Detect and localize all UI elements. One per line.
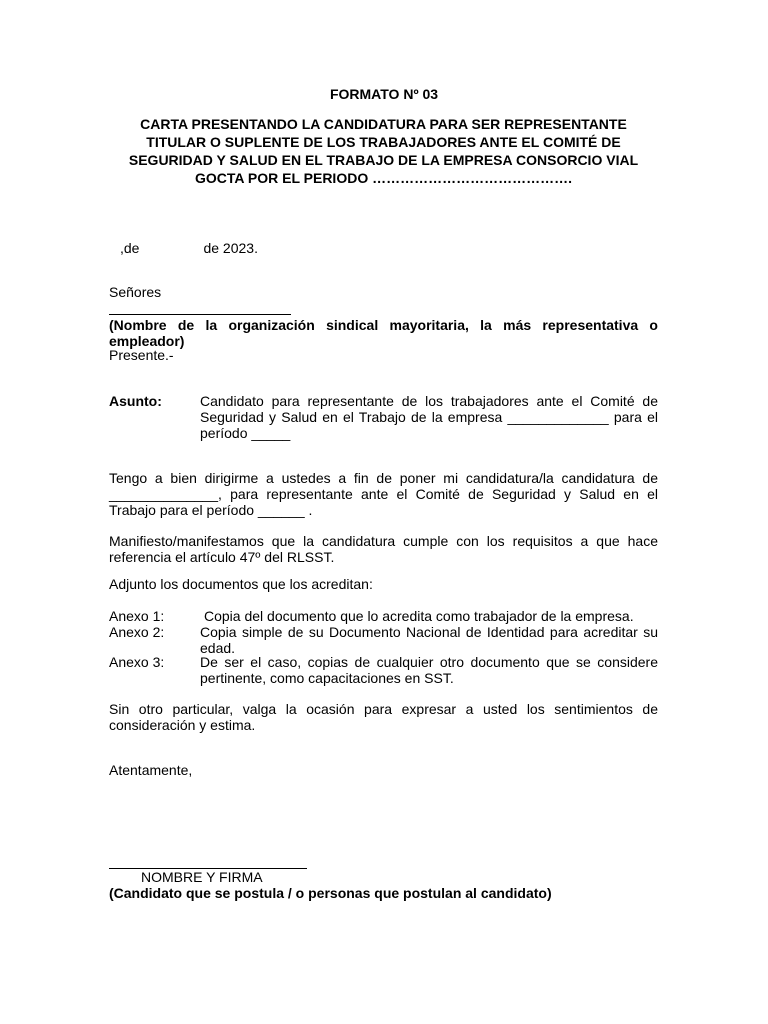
body-paragraph-3: Adjunto los documentos que los acreditan: — [109, 576, 373, 592]
annex-3-text: De ser el caso, copias de cualquier otro documento que se considere pertinente, como capacitaciones en SST. — [200, 654, 658, 686]
date-suffix: de 2023. — [203, 240, 258, 256]
recipient-note: (Nombre de la organización sindical mayoritaria, la más representativa o empleador) — [109, 317, 658, 349]
salutation: Señores — [109, 284, 162, 300]
annex-1-label: Anexo 1: — [109, 608, 165, 624]
date-line — [120, 240, 258, 256]
sign-off: Atentamente, — [109, 762, 193, 778]
annex-2-text: Copia simple de su Documento Nacional de Identidad para acreditar su edad. — [200, 624, 658, 656]
closing-paragraph: Sin otro particular, valga la ocasión para expresar a usted los sentimientos de consideración y estima. — [109, 701, 658, 733]
date-prefix: ,de — [120, 240, 140, 256]
signature-note: (Candidato que se postula / o personas que postulan al candidato) — [109, 885, 552, 901]
format-title: FORMATO Nº 03 — [329, 86, 439, 102]
annex-3-label: Anexo 3: — [109, 654, 165, 670]
subject-text: Candidato para representante de los trabajadores ante el Comité de Seguridad y Salud en el Trabajo de la empresa _____________ para el período _____ — [200, 393, 658, 441]
letter-heading: CARTA PRESENTANDO LA CANDIDATURA PARA SER REPRESENTANTE TITULAR O SUPLENTE DE LOS TRABAJADORES ANTE EL COMITÉ DE SEGURIDAD Y SALUD EN EL TRABAJO DE LA EMPRESA CONSORCIO VIAL GOCTA POR EL PERIODO ……………………………………. — [128, 116, 639, 186]
recipient-blank-line — [109, 314, 291, 315]
annex-2-label: Anexo 2: — [109, 624, 165, 640]
body-paragraph-1: Tengo a bien dirigirme a ustedes a fin de poner mi candidatura/la candidatura de ______________, para representante ante el Comité de Seguridad y Salud en el Trabajo para el período ______ . — [109, 470, 658, 518]
body-paragraph-2: Manifiesto/manifestamos que la candidatura cumple con los requisitos a que hace referencia el artículo 47º del RLSST. — [109, 533, 658, 565]
annex-1-text: Copia del documento que lo acredita como trabajador de la empresa. — [204, 608, 634, 624]
subject-label: Asunto: — [109, 393, 162, 409]
signature-label: NOMBRE Y FIRMA — [141, 869, 263, 885]
presente: Presente.- — [109, 347, 174, 363]
